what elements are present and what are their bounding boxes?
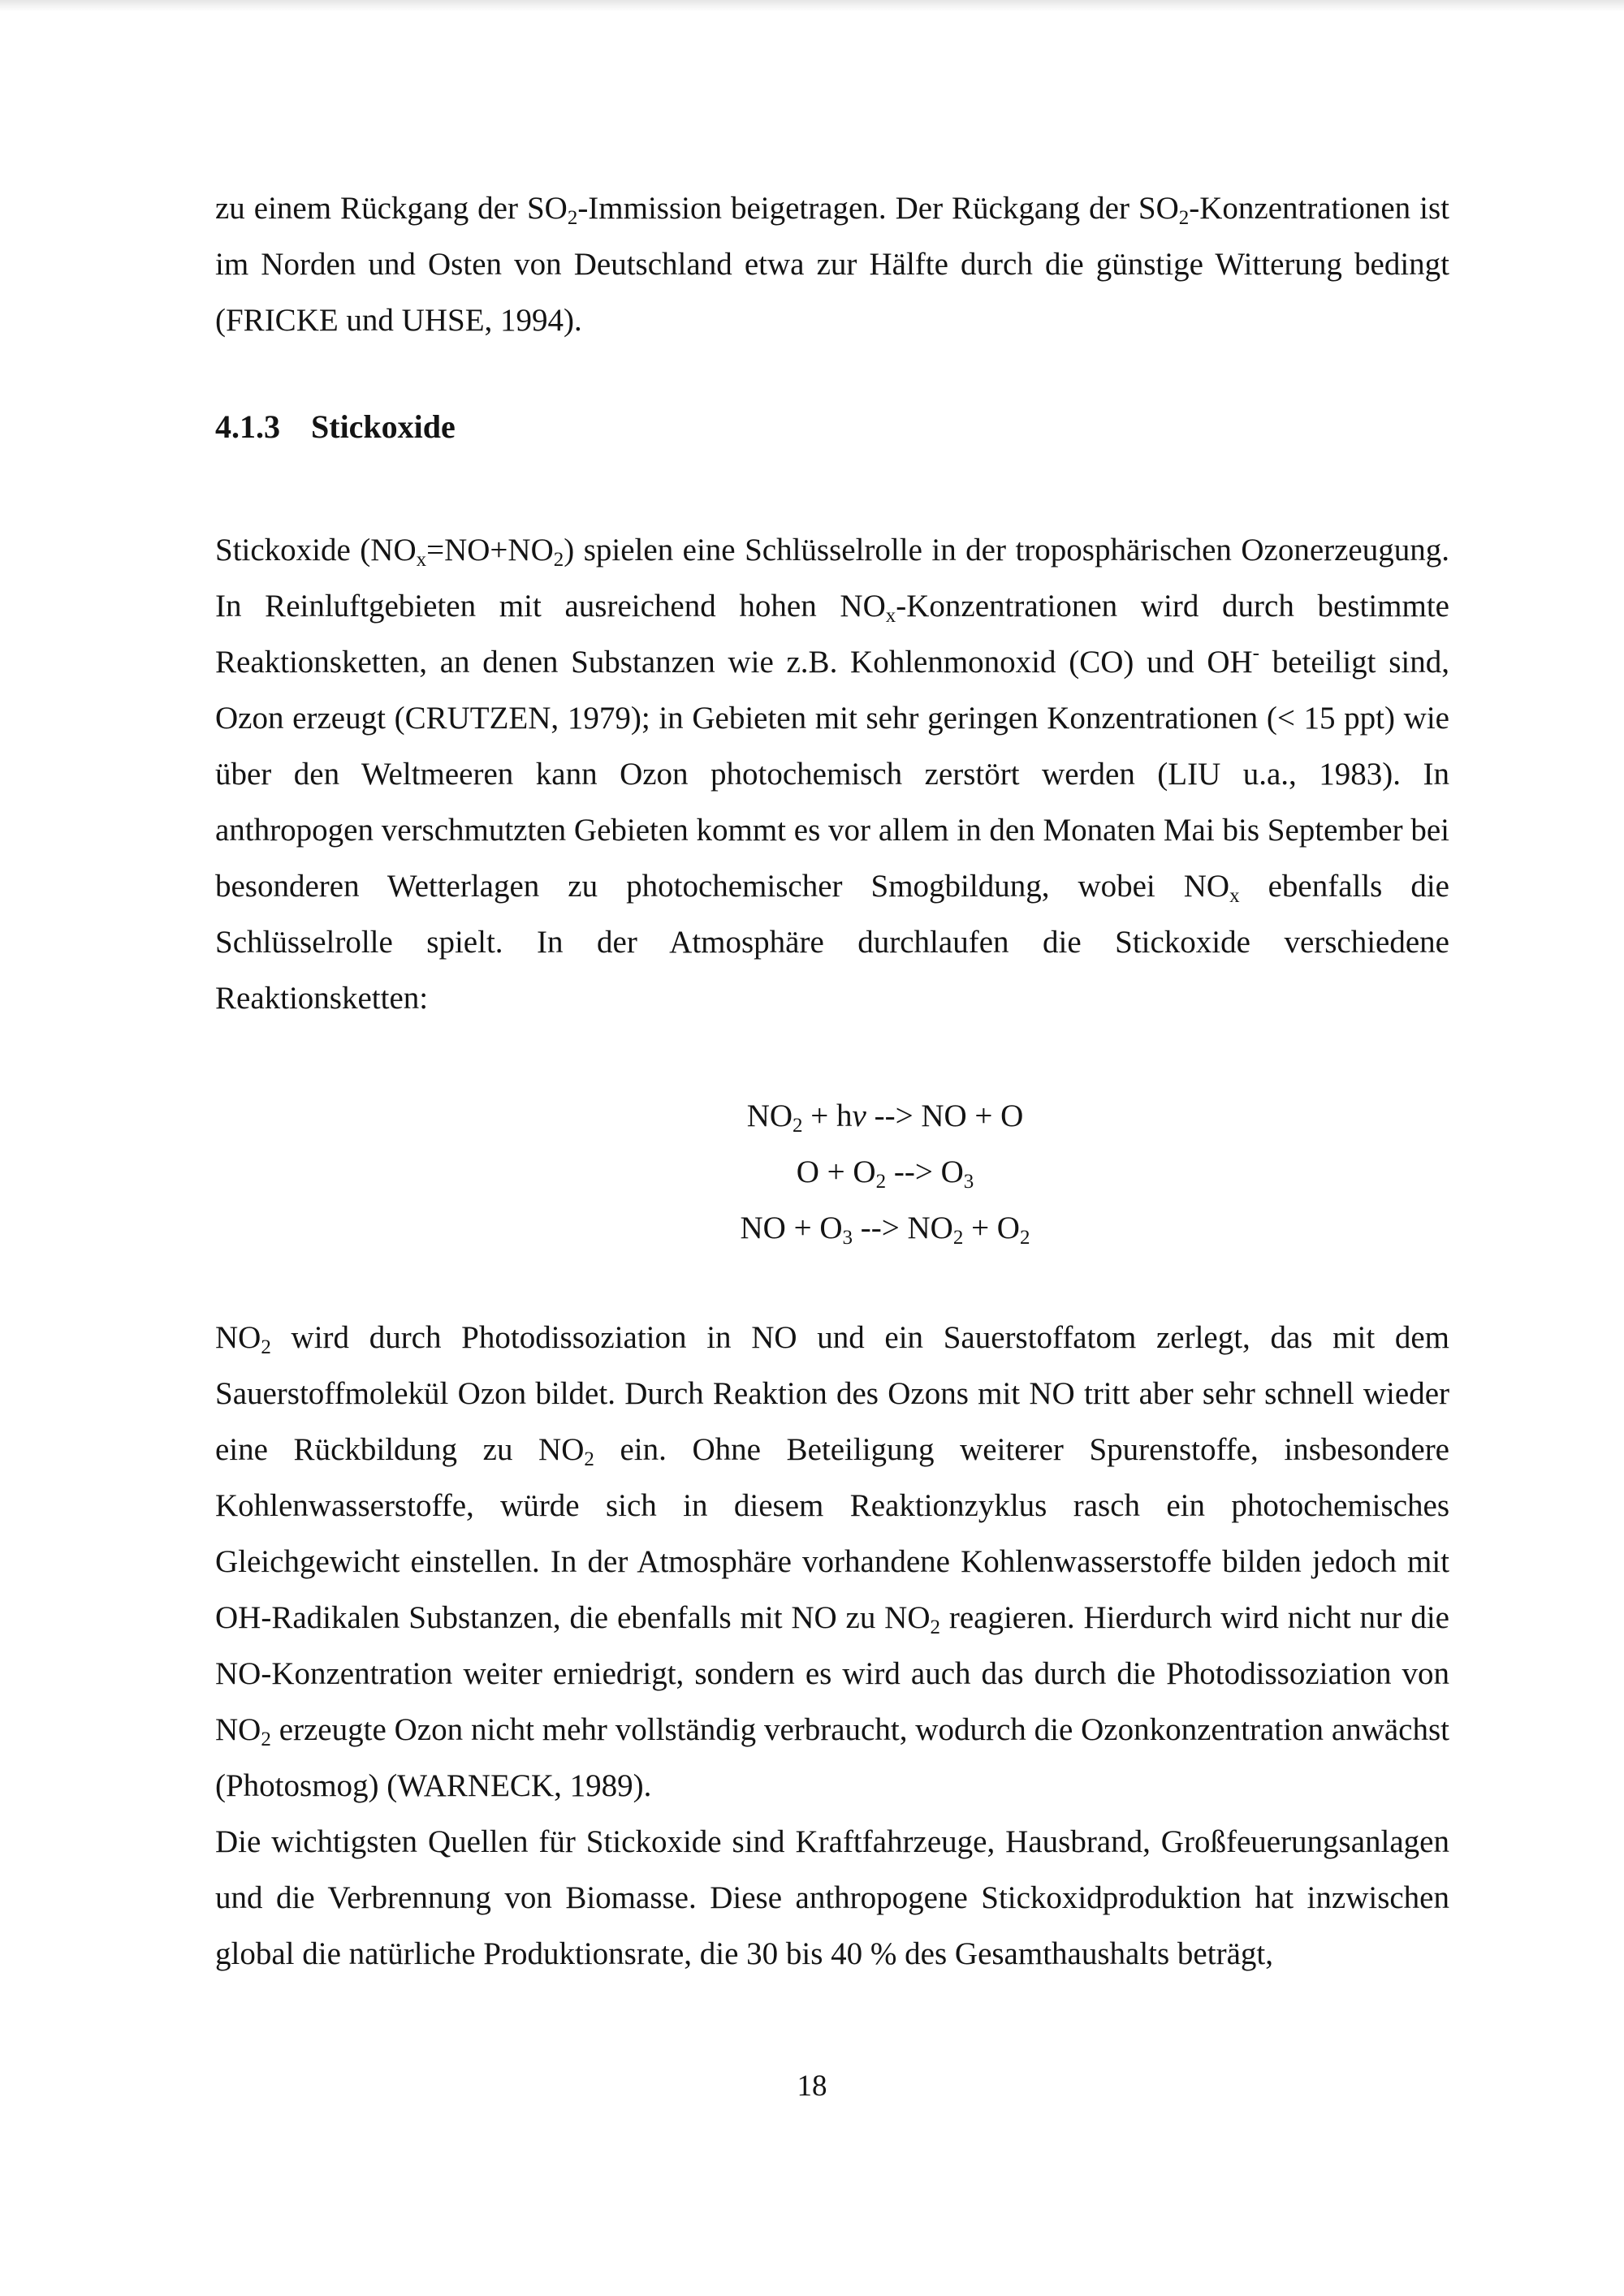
text-run: zu einem Rückgang der SO bbox=[215, 191, 568, 226]
text-run: ebenfalls die Schlüsselrolle spielt. In der Atmosphäre durchlaufen die Stickoxide verschiedene Reaktionsketten: bbox=[215, 869, 1449, 1016]
equation-2 bbox=[215, 1144, 1449, 1200]
subscript: 2 bbox=[875, 1171, 887, 1193]
subscript: 2 bbox=[793, 1115, 803, 1137]
text-run: + h bbox=[802, 1098, 853, 1133]
subscript: 2 bbox=[261, 1728, 271, 1750]
text-run: --> O bbox=[886, 1154, 964, 1189]
text-run: Stickoxide (NO bbox=[215, 533, 417, 568]
text-run: NO + O bbox=[740, 1211, 843, 1245]
subscript: 2 bbox=[1019, 1227, 1030, 1249]
text-run: erzeugte Ozon nicht mehr vollständig verbraucht, wodurch die Ozonkonzentration anwächst (Photosmog) (WARNECK, 1989). bbox=[215, 1712, 1449, 1803]
subscript: 2 bbox=[567, 207, 578, 229]
equation-1 bbox=[215, 1088, 1449, 1144]
page-content bbox=[215, 180, 1449, 1982]
text-run: =NO+NO bbox=[426, 533, 554, 568]
paragraph-stickoxide bbox=[215, 522, 1449, 1026]
text-run: -Immission beigetragen. Der Rückgang der SO bbox=[577, 191, 1179, 226]
paragraph-photodissoziation bbox=[215, 1310, 1449, 1814]
nu-symbol: ν bbox=[852, 1098, 866, 1133]
page-number: 18 bbox=[797, 2069, 827, 2103]
subscript: 2 bbox=[261, 1336, 271, 1358]
text-run: --> NO + O bbox=[866, 1098, 1024, 1133]
text-run: + O bbox=[963, 1211, 1020, 1245]
subscript: 3 bbox=[963, 1171, 974, 1193]
text-run: -Konzentrationen wird durch bestimmte Reaktionsketten, an denen Substanzen wie z.B. Kohlenmonoxid (CO) und OH bbox=[215, 589, 1449, 680]
subscript: x bbox=[416, 549, 427, 571]
subscript: 2 bbox=[553, 549, 564, 571]
subscript: 2 bbox=[584, 1448, 594, 1470]
subscript: 3 bbox=[842, 1227, 853, 1249]
reaction-equations bbox=[215, 1088, 1449, 1256]
text-run: ein. Ohne Beteiligung weiterer Spurenstoffe, insbesondere Kohlenwasserstoffe, würde sich in diesem Reaktionzyklus rasch ein photochemisches Gleichgewicht einstellen. In der Atmosphäre vorhandene Kohlenwasserstoffe bilden jedoch mit OH-Radikalen Substanzen, die ebenfalls mit NO zu NO bbox=[215, 1432, 1449, 1635]
text-run: --> NO bbox=[853, 1211, 953, 1245]
paragraph-intro bbox=[215, 180, 1449, 348]
text-run: Die wichtigsten Quellen für Stickoxide sind Kraftfahrzeuge, Hausbrand, Großfeuerungsanlagen und die Verbrennung von Biomasse. Diese anthropogene Stickoxidproduktion hat inzwischen global die natürliche Produktionsrate, die 30 bis 40 % des Gesamthaushalts beträgt, bbox=[215, 1824, 1449, 1971]
text-run: wird durch Photodissoziation in NO und ein Sauerstoffatom zerlegt, das mit dem Sauerstoffmolekül Ozon bildet. Durch Reaktion des Ozons mit NO tritt aber sehr schnell wieder eine Rückbildung zu NO bbox=[215, 1320, 1449, 1467]
subscript: 2 bbox=[930, 1616, 941, 1638]
paragraph-quellen bbox=[215, 1814, 1449, 1982]
section-number: 4.1.3 bbox=[215, 408, 280, 445]
subscript: x bbox=[885, 605, 896, 627]
scan-edge bbox=[0, 0, 1624, 11]
text-run: ) spielen eine Schlüsselrolle in der troposphärischen Ozonerzeugung. In Reinluftgebieten mit ausreichend hohen NO bbox=[215, 533, 1449, 624]
superscript: - bbox=[1252, 642, 1259, 664]
subscript: x bbox=[1229, 885, 1240, 907]
subscript: 2 bbox=[1178, 207, 1190, 229]
section-title: Stickoxide bbox=[311, 408, 456, 445]
text-run: NO bbox=[215, 1320, 261, 1355]
equation-3 bbox=[215, 1200, 1449, 1256]
text-run: O + O bbox=[796, 1154, 876, 1189]
section-heading bbox=[215, 404, 1449, 451]
subscript: 2 bbox=[952, 1227, 964, 1249]
text-run: NO bbox=[746, 1098, 793, 1133]
text-run: beteiligt sind, Ozon erzeugt (CRUTZEN, 1979); in Gebieten mit sehr geringen Konzentrationen (< 15 ppt) wie über den Weltmeeren kann Ozon photochemisch zerstört werden (LIU u.a., 1983). In anthropogen verschmutzten Gebieten kommt es vor allem in den Monaten Mai bis September bei besonderen Wetterlagen zu photochemischer Smogbildung, wobei NO bbox=[215, 645, 1450, 904]
text-run: reagieren. Hierdurch wird nicht nur die NO-Konzentration weiter erniedrigt, sondern es wird auch das durch die Photodissoziation von NO bbox=[215, 1600, 1449, 1747]
text-run: -Konzentrationen ist im Norden und Osten von Deutschland etwa zur Hälfte durch die günstige Witterung bedingt (FRICKE und UHSE, 1994). bbox=[215, 191, 1449, 338]
